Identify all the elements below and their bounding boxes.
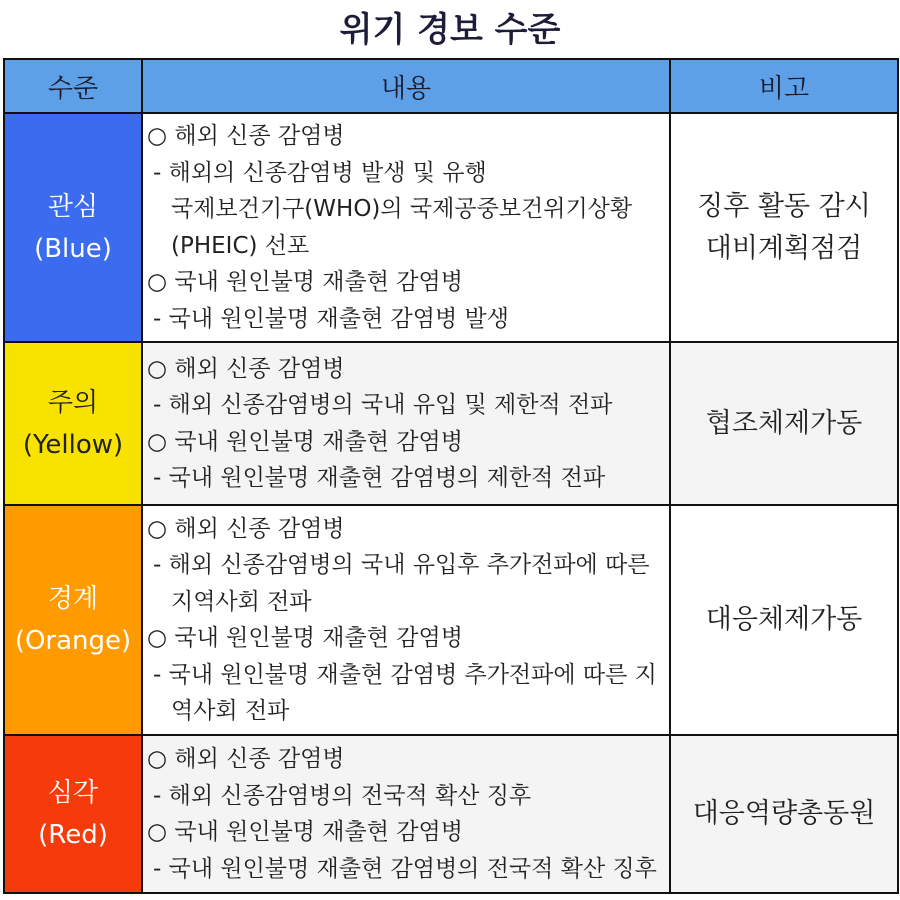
content-line: - 해외 신종감염병의 국내 유입후 추가전파에 따른	[153, 552, 650, 578]
table-header-row	[4, 59, 898, 113]
content-line: ○ 해외 신종 감염병	[147, 746, 345, 772]
note-line: 협조체제가동	[705, 407, 863, 439]
content-line: ○ 해외 신종 감염병	[147, 515, 345, 542]
alert-level-table	[3, 58, 899, 894]
table-row	[4, 505, 898, 735]
note-cell	[670, 113, 898, 342]
level-color-label: (Red)	[38, 820, 108, 850]
level-color-label: (Orange)	[14, 626, 132, 656]
content-line: - 해외 신종감염병의 국내 유입 및 제한적 전파	[153, 392, 613, 418]
table-row	[4, 342, 898, 505]
content-line: - 국내 원인불명 재출현 감염병의 제한적 전파	[153, 465, 606, 491]
note-line: 대응체제가동	[705, 604, 863, 635]
content-line: - 국내 원인불명 재출현 감염병 추가전파에 따른 지	[153, 661, 657, 688]
content-line: ○ 국내 원인불명 재출현 감염병	[147, 819, 463, 845]
header-note: 비고	[670, 59, 898, 113]
level-color-label: (Yellow)	[22, 429, 124, 460]
content-line: (PHEIC) 선포	[171, 232, 310, 259]
content-cell	[142, 505, 670, 735]
content-cell	[142, 735, 670, 893]
content-line: - 국내 원인불명 재출현 감염병 발생	[153, 305, 509, 332]
table-row	[4, 735, 898, 893]
content-line: - 국내 원인불명 재출현 감염병의 전국적 확산 징후	[153, 855, 657, 882]
content-line: ○ 국내 원인불명 재출현 감염병	[147, 625, 463, 651]
content-line: 국제보건기구(WHO)의 국제공중보건위기상황	[171, 196, 633, 222]
level-cell-orange	[4, 505, 142, 735]
content-line: ○ 해외 신종 감염병	[147, 355, 345, 382]
level-cell-yellow	[4, 342, 142, 505]
note-cell	[670, 735, 898, 893]
content-line: - 해외 신종감염병의 전국적 확산 징후	[153, 782, 532, 809]
level-cell-blue	[4, 113, 142, 342]
content-line: - 해외의 신종감염병 발생 및 유행	[153, 159, 487, 186]
content-line: 지역사회 전파	[171, 588, 312, 615]
level-color-label: (Blue)	[34, 233, 112, 264]
table-row	[4, 113, 898, 342]
content-line: ○ 국내 원인불명 재출현 감염병	[147, 269, 463, 295]
note-line: 대비계획점검	[705, 232, 863, 264]
note-line: 징후 활동 감시	[697, 190, 871, 222]
content-line: ○ 해외 신종 감염병	[147, 123, 345, 149]
note-line: 대응역량총동원	[692, 798, 876, 829]
note-cell	[670, 505, 898, 735]
header-content: 내용	[142, 59, 670, 113]
note-cell	[670, 342, 898, 505]
level-name: 관심	[47, 191, 99, 222]
level-name: 심각	[47, 778, 99, 808]
content-cell	[142, 342, 670, 505]
level-name: 주의	[47, 387, 99, 418]
page-title: 위기 경보 수준	[339, 10, 561, 50]
header-level: 수준	[4, 59, 142, 113]
content-cell	[142, 113, 670, 342]
level-cell-red	[4, 735, 142, 893]
level-name: 경계	[47, 584, 99, 614]
content-line: 역사회 전파	[171, 698, 290, 724]
content-line: ○ 국내 원인불명 재출현 감염병	[147, 428, 463, 455]
